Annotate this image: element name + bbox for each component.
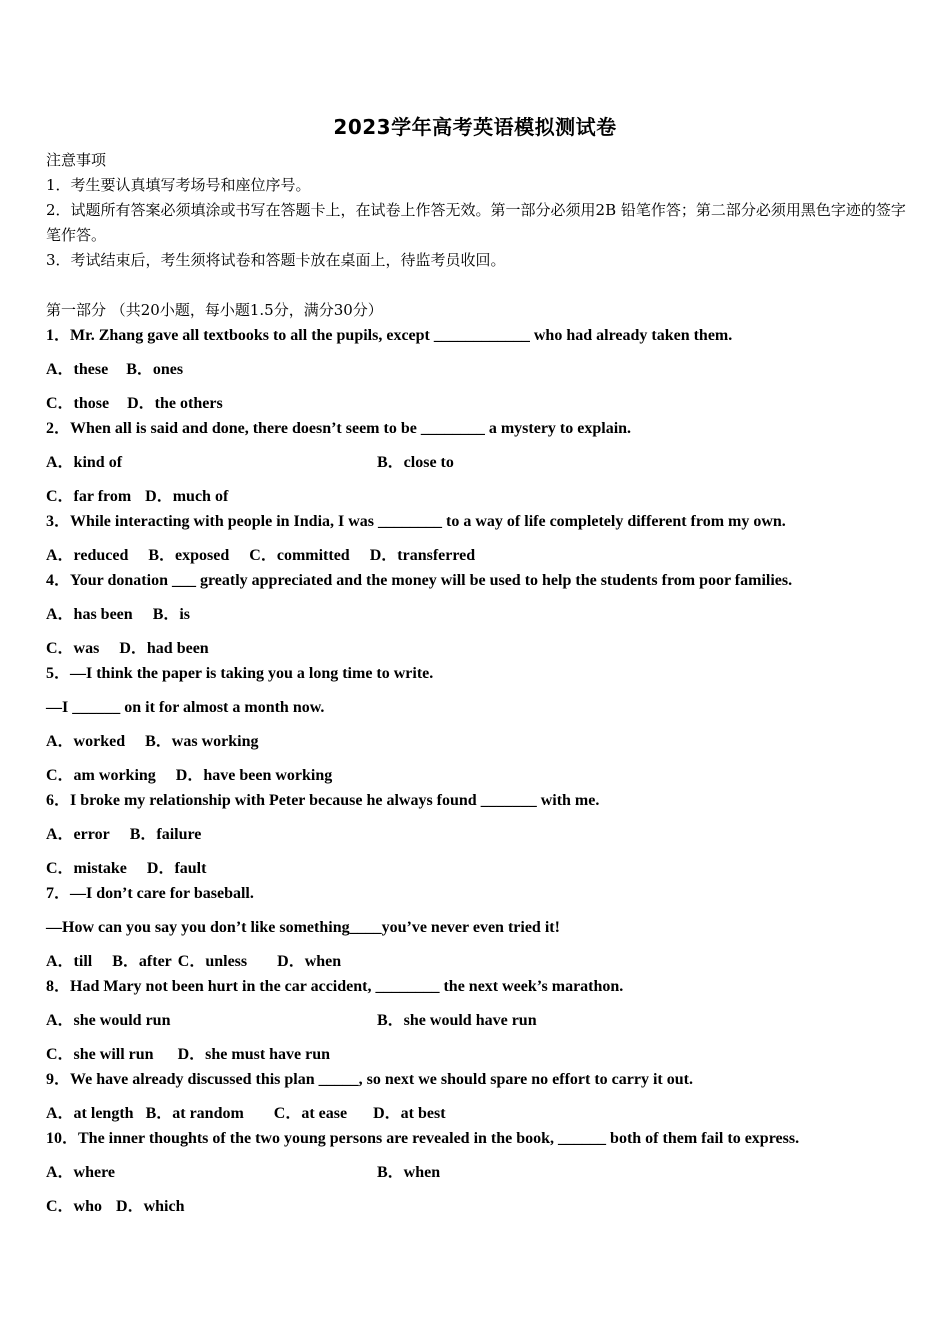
options-row: [46, 486, 228, 508]
option-b[interactable]: B．is: [152, 606, 191, 623]
options-row: [377, 1162, 440, 1184]
options-row: [46, 858, 206, 880]
option-c[interactable]: C．at ease: [273, 1105, 348, 1122]
option-d[interactable]: D．at best: [373, 1105, 446, 1122]
option-d[interactable]: D．the others: [127, 395, 223, 412]
notice-item: 2．试题所有答案必须填涂或书写在答题卡上，在试卷上作答无效。第一部分必须用2B 铅笔作答；第二部分必须用黑色字迹的签字笔作答。: [46, 201, 906, 244]
notice-heading: 注意事项: [46, 151, 107, 169]
option-c[interactable]: C．mistake: [46, 860, 127, 877]
option-c[interactable]: C．am working: [46, 767, 156, 784]
options-row: [46, 731, 258, 753]
notice-item: 3．考试结束后，考生须将试卷和答题卡放在桌面上，待监考员收回。: [46, 251, 506, 269]
options-row: [46, 1196, 184, 1218]
option-d[interactable]: D．transferred: [369, 547, 476, 564]
option-c[interactable]: C．committed: [249, 547, 350, 564]
question-stem: 4．Your donation ___ greatly appreciated and the money will be used to help the students from poor families.: [46, 572, 793, 589]
option-c[interactable]: C．who: [46, 1198, 103, 1215]
option-d[interactable]: D．much of: [145, 488, 229, 505]
options-row: [46, 393, 223, 415]
option-c[interactable]: C．those: [46, 395, 110, 412]
options-row: [46, 545, 475, 567]
option-a[interactable]: A．error: [46, 826, 110, 843]
question-dialogue: —I ______ on it for almost a month now.: [46, 699, 325, 716]
option-b[interactable]: B．was working: [145, 733, 259, 750]
option-c[interactable]: C．unless: [177, 953, 248, 970]
option-a[interactable]: A．till: [46, 953, 93, 970]
options-row: [46, 1010, 170, 1032]
option-c[interactable]: C．was: [46, 640, 100, 657]
option-b[interactable]: B．exposed: [148, 547, 230, 564]
question-dialogue: —How can you say you don’t like something____you’ve never even tried it!: [46, 919, 560, 936]
question-stem: 3．While interacting with people in India, I was ________ to a way of life completely different from my own.: [46, 513, 786, 530]
option-b[interactable]: B．after: [112, 953, 172, 970]
options-row: [46, 359, 183, 381]
option-d[interactable]: D．she must have run: [177, 1046, 331, 1063]
options-row: [46, 1044, 330, 1066]
option-a[interactable]: A．reduced: [46, 547, 129, 564]
options-row: [46, 604, 190, 626]
options-row: [46, 1162, 115, 1184]
question-stem: 5．—I think the paper is taking you a long time to write.: [46, 665, 434, 682]
question-stem: 2．When all is said and done, there doesn’t seem to be ________ a mystery to explain.: [46, 420, 632, 437]
option-a[interactable]: A．she would run: [46, 1012, 171, 1029]
question-stem: 10．The inner thoughts of the two young persons are revealed in the book, ______ both of them fail to express.: [46, 1130, 800, 1147]
page-title: 2023学年高考英语模拟测试卷: [333, 115, 617, 139]
section-heading: 第一部分 （共20小题，每小题1.5分，满分30分）: [46, 301, 383, 319]
option-a[interactable]: A．kind of: [46, 454, 123, 471]
options-row: [46, 1103, 446, 1125]
option-b[interactable]: B．at random: [145, 1105, 244, 1122]
options-row: [46, 638, 209, 660]
question-stem: 1．Mr. Zhang gave all textbooks to all the pupils, except ____________ who had already taken them.: [46, 327, 733, 344]
option-d[interactable]: D．have been working: [175, 767, 333, 784]
option-a[interactable]: A．these: [46, 361, 109, 378]
options-row: [46, 765, 332, 787]
option-c[interactable]: C．far from: [46, 488, 132, 505]
question-stem: 9．We have already discussed this plan _____, so next we should spare no effort to carry it out.: [46, 1071, 693, 1088]
option-a[interactable]: A．has been: [46, 606, 133, 623]
option-a[interactable]: A．where: [46, 1164, 116, 1181]
option-b[interactable]: B．when: [377, 1164, 441, 1181]
option-b[interactable]: B．close to: [377, 454, 454, 471]
question-stem: 6．I broke my relationship with Peter because he always found _______ with me.: [46, 792, 600, 809]
option-a[interactable]: A．at length: [46, 1105, 134, 1122]
option-b[interactable]: B．she would have run: [377, 1012, 537, 1029]
option-d[interactable]: D．which: [116, 1198, 185, 1215]
options-row: [46, 452, 122, 474]
options-row: [46, 824, 201, 846]
option-d[interactable]: D．had been: [119, 640, 209, 657]
option-c[interactable]: C．she will run: [46, 1046, 154, 1063]
option-b[interactable]: B．ones: [126, 361, 184, 378]
option-d[interactable]: D．fault: [146, 860, 207, 877]
options-row: [46, 951, 341, 973]
option-a[interactable]: A．worked: [46, 733, 126, 750]
question-stem: 8．Had Mary not been hurt in the car accident, ________ the next week’s marathon.: [46, 978, 624, 995]
options-row: [377, 452, 454, 474]
options-row: [377, 1010, 537, 1032]
notice-item: 1．考生要认真填写考场号和座位序号。: [46, 176, 311, 194]
option-d[interactable]: D．when: [277, 953, 342, 970]
question-stem: 7．—I don’t care for baseball.: [46, 885, 254, 902]
option-b[interactable]: B．failure: [129, 826, 202, 843]
